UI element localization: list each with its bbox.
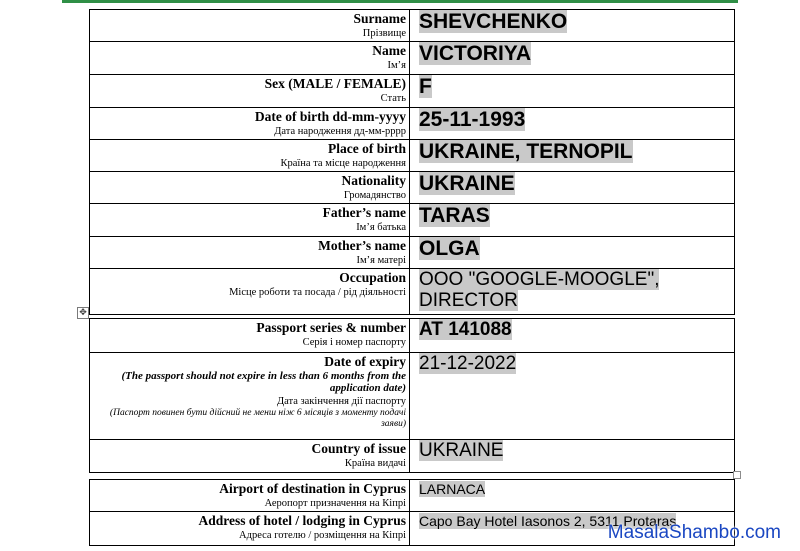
field-nationality[interactable] (410, 172, 734, 203)
field-airport[interactable] (410, 480, 734, 511)
label-date-of-birth-ua: Дата народження дд-мм-рррр (274, 125, 406, 137)
field-surname[interactable] (410, 10, 734, 41)
label-date-of-birth: Date of birth dd-mm-yyyy (254, 109, 406, 124)
label-country-of-issue-ua: Країна видачі (344, 457, 406, 469)
field-place-of-birth[interactable] (410, 140, 734, 171)
label-nationality: Nationality (341, 173, 406, 188)
value-airport: LARNACA (419, 481, 486, 497)
label-country-of-issue: Country of issue (311, 441, 406, 456)
field-sex[interactable] (410, 75, 734, 107)
table-row-country-of-issue (90, 440, 734, 472)
table-row-sex (90, 75, 734, 108)
field-fathers-name[interactable] (410, 204, 734, 236)
table-row-occupation (90, 269, 734, 314)
field-country-of-issue[interactable] (410, 440, 734, 472)
label-expiry-note-ua: (Паспорт повинен бути дійсний не менш ніж 6 місяців з моменту подачі заяви) (109, 407, 406, 430)
value-name: VICTORIYA (419, 42, 532, 65)
value-occupation: OOO "GOOGLE-MOOGLE", DIRECTOR (419, 269, 660, 311)
label-date-of-expiry-ua: Дата закінчення дії паспорту (276, 396, 406, 408)
value-surname: SHEVCHENKO (419, 10, 568, 33)
label-name-ua: Ім’я (387, 59, 406, 71)
table-row-place-of-birth (90, 140, 734, 172)
table-resize-handle[interactable] (733, 471, 741, 479)
label-surname-ua: Прізвище (362, 27, 406, 39)
label-fathers-name-ua: Ім’я батька (356, 221, 406, 233)
value-country-of-issue: UKRAINE (419, 440, 504, 461)
label-mothers-name-ua: Ім’я матері (356, 254, 406, 266)
field-passport-number[interactable] (410, 319, 734, 352)
table-row-name (90, 42, 734, 75)
table-row-date-of-birth (90, 108, 734, 140)
value-mothers-name: OLGA (419, 237, 480, 260)
value-date-of-expiry: 21-12-2022 (419, 353, 517, 374)
label-name: Name (372, 43, 406, 58)
label-airport-ua: Аеропорт призначення на Кіпрі (264, 497, 406, 509)
label-nationality-ua: Громадянство (343, 189, 406, 201)
label-hotel-address-ua: Адреса готелю / розміщення на Кіпрі (239, 529, 406, 541)
table-row-surname (90, 10, 734, 42)
table-move-handle-icon[interactable]: ✥ (77, 307, 89, 319)
label-surname: Surname (353, 11, 406, 26)
value-nationality: UKRAINE (419, 172, 515, 195)
label-expiry-note: (The passport should not expire in less than 6 months from the application date) (121, 369, 406, 395)
field-occupation[interactable] (410, 269, 734, 314)
value-hotel-address: Capo Bay Hotel Iasonos 2, 5311 Protaras (419, 513, 677, 529)
label-occupation-ua: Місце роботи та посада / рід діяльності (229, 286, 406, 298)
value-place-of-birth: UKRAINE, TERNOPIL (419, 140, 633, 163)
field-date-of-expiry[interactable] (410, 353, 734, 439)
table-row-mothers-name (90, 237, 734, 269)
label-passport-number-ua: Серія і номер паспорту (302, 336, 406, 348)
field-name[interactable] (410, 42, 734, 74)
label-sex-ua: Стать (380, 92, 406, 104)
table-row-date-of-expiry (90, 353, 734, 440)
personal-data-table (89, 9, 735, 315)
value-sex: F (419, 75, 432, 98)
label-sex: Sex (MALE / FEMALE) (264, 76, 406, 91)
passport-data-table (89, 318, 735, 473)
label-place-of-birth-ua: Країна та місце народження (280, 157, 406, 169)
value-fathers-name: TARAS (419, 204, 490, 227)
label-fathers-name: Father’s name (322, 205, 406, 220)
table-row-fathers-name (90, 204, 734, 237)
label-occupation: Occupation (339, 270, 406, 285)
table-row-passport-number (90, 319, 734, 353)
watermark: MasalaShambo.com (607, 522, 781, 543)
document-top-border (62, 0, 738, 3)
label-hotel-address: Address of hotel / lodging in Cyprus (198, 513, 406, 528)
label-mothers-name: Mother’s name (318, 238, 406, 253)
label-date-of-expiry: Date of expiry (324, 354, 406, 369)
label-place-of-birth: Place of birth (328, 141, 406, 156)
value-passport-number: AT 141088 (419, 319, 512, 340)
table-row-airport (90, 480, 734, 512)
label-airport: Airport of destination in Cyprus (219, 481, 406, 496)
field-mothers-name[interactable] (410, 237, 734, 268)
label-passport-number: Passport series & number (256, 320, 406, 335)
field-date-of-birth[interactable] (410, 108, 734, 139)
table-row-nationality (90, 172, 734, 204)
value-date-of-birth: 25-11-1993 (419, 108, 526, 131)
